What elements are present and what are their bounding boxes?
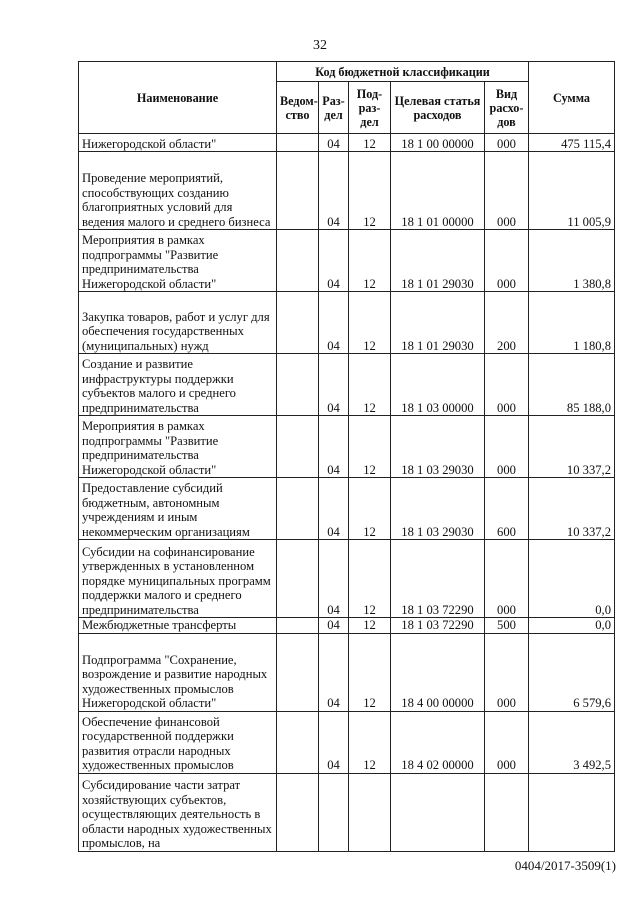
cell-name: Мероприятия в рамках подпрограммы "Развитие предпринимательства Нижегородской области" (79, 230, 277, 292)
table-row (79, 230, 615, 292)
cell-summa: 10 337,2 (529, 416, 615, 478)
header-razdel: Раз-дел (319, 82, 349, 134)
cell-vedomstvo (277, 478, 319, 540)
cell-summa: 1 380,8 (529, 230, 615, 292)
table-row (79, 633, 615, 711)
cell-celevaya: 18 1 03 72290 (391, 618, 485, 634)
cell-vedomstvo (277, 152, 319, 230)
cell-vid: 200 (485, 292, 529, 354)
cell-name: Создание и развитие инфраструктуры поддержки субъектов малого и среднего предпринимательства (79, 354, 277, 416)
cell-name: Проведение мероприятий, способствующих созданию благоприятных условий для ведения малого и среднего бизнеса (79, 152, 277, 230)
cell-vedomstvo (277, 292, 319, 354)
cell-name: Закупка товаров, работ и услуг для обеспечения государственных (муниципальных) нужд (79, 292, 277, 354)
header-vid: Вид расхо-дов (485, 82, 529, 134)
header-celevaya: Целевая статья расходов (391, 82, 485, 134)
cell-razdel: 04 (319, 633, 349, 711)
cell-vid: 500 (485, 618, 529, 634)
cell-name: Предоставление субсидий бюджетным, автономным учреждениям и иным некоммерческим организациям (79, 478, 277, 540)
cell-vedomstvo (277, 711, 319, 773)
page-number: 32 (313, 38, 327, 53)
cell-celevaya: 18 4 00 00000 (391, 633, 485, 711)
table-row (79, 416, 615, 478)
cell-podrazdel: 12 (349, 416, 391, 478)
header-summa: Сумма (529, 62, 615, 134)
table-row (79, 773, 615, 851)
cell-podrazdel: 12 (349, 354, 391, 416)
cell-vid: 000 (485, 711, 529, 773)
cell-vid: 000 (485, 354, 529, 416)
cell-razdel: 04 (319, 292, 349, 354)
table-row (79, 618, 615, 634)
cell-podrazdel: 12 (349, 478, 391, 540)
cell-summa (529, 773, 615, 851)
cell-razdel: 04 (319, 711, 349, 773)
header-podrazdel: Под-раз-дел (349, 82, 391, 134)
cell-summa: 11 005,9 (529, 152, 615, 230)
cell-vid: 000 (485, 230, 529, 292)
cell-name: Мероприятия в рамках подпрограммы "Развитие предпринимательства Нижегородской области" (79, 416, 277, 478)
cell-vedomstvo (277, 134, 319, 152)
header-name: Наименование (79, 62, 277, 134)
cell-razdel: 04 (319, 354, 349, 416)
cell-vedomstvo (277, 773, 319, 851)
cell-vid: 000 (485, 540, 529, 618)
cell-summa: 3 492,5 (529, 711, 615, 773)
cell-vedomstvo (277, 416, 319, 478)
cell-vedomstvo (277, 540, 319, 618)
cell-celevaya: 18 1 03 29030 (391, 416, 485, 478)
cell-name: Межбюджетные трансферты (79, 618, 277, 634)
cell-celevaya: 18 1 01 00000 (391, 152, 485, 230)
header-vedomstvo: Ведом-ство (277, 82, 319, 134)
cell-celevaya: 18 1 01 29030 (391, 292, 485, 354)
cell-razdel (319, 773, 349, 851)
cell-podrazdel: 12 (349, 633, 391, 711)
cell-razdel: 04 (319, 618, 349, 634)
cell-name: Обеспечение финансовой государственной поддержки развития отрасли народных художественных промыслов (79, 711, 277, 773)
cell-podrazdel: 12 (349, 292, 391, 354)
cell-vid: 000 (485, 416, 529, 478)
cell-summa: 0,0 (529, 540, 615, 618)
cell-razdel: 04 (319, 478, 349, 540)
cell-name: Субсидии на софинансирование утвержденных в установленном порядке муниципальных программ поддержки малого и среднего предпринимательства (79, 540, 277, 618)
cell-celevaya: 18 1 01 29030 (391, 230, 485, 292)
cell-podrazdel: 12 (349, 134, 391, 152)
budget-table (78, 61, 615, 852)
cell-summa: 85 188,0 (529, 354, 615, 416)
cell-razdel: 04 (319, 540, 349, 618)
table-row (79, 152, 615, 230)
cell-summa: 10 337,2 (529, 478, 615, 540)
cell-podrazdel: 12 (349, 540, 391, 618)
cell-vedomstvo (277, 633, 319, 711)
cell-razdel: 04 (319, 230, 349, 292)
cell-celevaya: 18 1 00 00000 (391, 134, 485, 152)
cell-summa: 475 115,4 (529, 134, 615, 152)
cell-vid: 000 (485, 633, 529, 711)
table-body (79, 134, 615, 852)
cell-razdel: 04 (319, 134, 349, 152)
cell-celevaya: 18 1 03 72290 (391, 540, 485, 618)
cell-razdel: 04 (319, 416, 349, 478)
cell-name: Субсидирование части затрат хозяйствующих субъектов, осуществляющих деятельность в области народных художественных промыслов, на (79, 773, 277, 851)
cell-vedomstvo (277, 354, 319, 416)
cell-vid: 000 (485, 152, 529, 230)
cell-podrazdel (349, 773, 391, 851)
cell-vedomstvo (277, 618, 319, 634)
cell-celevaya: 18 4 02 00000 (391, 711, 485, 773)
cell-vid: 000 (485, 134, 529, 152)
cell-podrazdel: 12 (349, 618, 391, 634)
table-row (79, 540, 615, 618)
header-code-group: Код бюджетной классификации (277, 62, 529, 82)
cell-vid (485, 773, 529, 851)
document-code: 0404/2017-3509(1) (514, 858, 616, 873)
cell-vedomstvo (277, 230, 319, 292)
table-row (79, 134, 615, 152)
table-row (79, 478, 615, 540)
cell-celevaya: 18 1 03 29030 (391, 478, 485, 540)
cell-celevaya (391, 773, 485, 851)
cell-summa: 1 180,8 (529, 292, 615, 354)
cell-summa: 6 579,6 (529, 633, 615, 711)
table-row (79, 711, 615, 773)
cell-podrazdel: 12 (349, 152, 391, 230)
cell-podrazdel: 12 (349, 230, 391, 292)
cell-celevaya: 18 1 03 00000 (391, 354, 485, 416)
cell-razdel: 04 (319, 152, 349, 230)
cell-vid: 600 (485, 478, 529, 540)
cell-podrazdel: 12 (349, 711, 391, 773)
cell-summa: 0,0 (529, 618, 615, 634)
cell-name: Нижегородской области" (79, 134, 277, 152)
cell-name: Подпрограмма "Сохранение, возрождение и развитие народных художественных промыслов Нижегородской области" (79, 633, 277, 711)
table-row (79, 292, 615, 354)
table-row (79, 354, 615, 416)
